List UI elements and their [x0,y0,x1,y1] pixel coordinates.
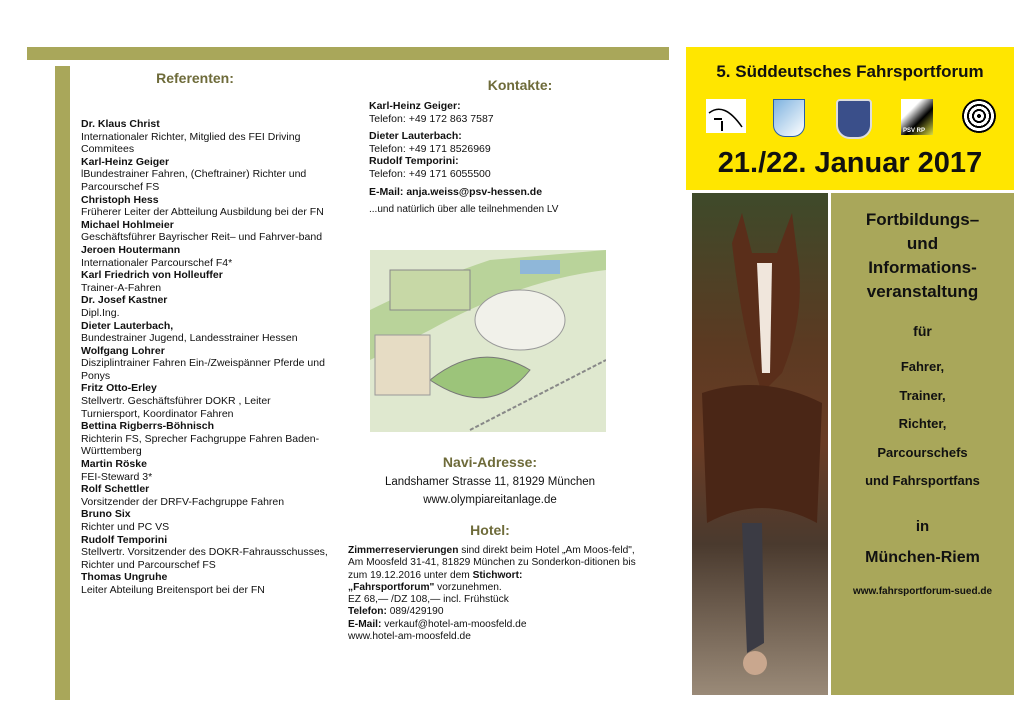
hotel-keyword: „Fahrsportforum" [348,581,435,593]
audience-item: Parcourschefs [877,444,968,460]
event-type-line: Fortbildungs– [865,210,980,229]
contact-phone: Telefon: +49 172 863 7587 [369,112,494,125]
event-type-line: Informations- [868,258,977,277]
referent-role: Stellvertr. Vorsitzender des DOKR-Fahrausschusses, Richter und Parcourschef FS [81,546,328,571]
hotel-heading: Hotel: [470,522,510,538]
contacts-note: ...und natürlich über alle teilnehmenden LV [369,204,559,216]
in-label: in [915,518,930,535]
event-city: München-Riem [865,549,980,566]
venue-map [370,250,606,432]
referent-name: Karl-Heinz Geiger [81,155,170,168]
referent-name: Martin Röske [81,458,147,471]
referent-role: Richterin FS, Sprecher Fachgruppe Fahren Baden-Württemberg [81,432,320,458]
audience-item: Richter, [898,416,947,431]
hotel-info [348,545,648,643]
referent-role: Dipl.Ing. [81,306,120,319]
referent-name: Karl Friedrich von Holleuffer [81,269,223,282]
event-type-line: und [906,234,939,253]
contact-phone: Telefon: +49 171 8526969 [369,142,491,155]
psv-rp-label: PSV RP [903,128,926,134]
referent-name: Thomas Ungruhe [81,571,168,584]
cover-panel [831,193,1014,695]
referent-role: Trainer-A-Fahren [81,281,162,294]
event-type-line: veranstaltung [866,282,979,301]
referent-name: Jeroen Houtermann [81,243,181,256]
horse-photo [692,193,828,695]
hotel-bold: Zimmerreservierungen [348,545,459,556]
hotel-prices: EZ 68,— /DZ 108,— incl. Frühstück [348,594,509,606]
hotel-text: vorzunehmen. [434,581,502,593]
referent-name: Bettina Rigberrs-Böhnisch [81,420,215,433]
hotel-tel-label: Telefon: [348,606,387,618]
horse-head-logo-icon [706,99,746,133]
audience-item: und Fahrsportfans [865,473,980,488]
email-label: E-Mail: [369,185,404,198]
referent-role: Internationaler Parcourschef F4* [81,256,233,269]
referent-role: Geschäftsführer Bayrischer Reit– und Fahrver-band [81,231,323,244]
audience-item: Fahrer, [900,359,945,374]
referent-name: Fritz Otto-Erley [81,382,157,395]
referent-role: Disziplintrainer Fahren Ein-/Zweispänner Pferde und Ponys [81,357,325,382]
round-emblem-logo-icon [962,99,996,133]
top-accent-bar [27,47,669,60]
audience-item: Trainer, [899,387,946,403]
navi-address: Landshamer Strasse 11, 81929 München [384,476,596,488]
referent-role: lBundestrainer Fahren, (Cheftrainer) Richter und Parcourschef FS [81,168,307,193]
referent-name: Christoph Hess [81,193,159,206]
referent-role: Richter und PC VS [81,521,170,533]
referent-name: Michael Hohlmeier [81,218,174,231]
referent-name: Rolf Schettler [81,483,150,496]
audience-list [831,353,1014,496]
map-graphic [370,250,606,432]
referent-role: Früherer Leiter der Abtteilung Ausbildung bei der FN [81,206,324,219]
contact-phone: Telefon: +49 171 6055500 [369,167,491,180]
contact-name: Rudolf Temporini: [369,155,459,168]
referent-role: Internationaler Richter, Mitglied des FEI Driving Commitees [81,130,301,156]
fuer-label: für [913,323,932,339]
referent-name: Dieter Lauterbach, [81,319,174,332]
contact-name: Karl-Heinz Geiger: [369,100,461,112]
referent-role: Bundestrainer Jugend, Landesstrainer Hessen [81,332,298,345]
referent-name: Dr. Klaus Christ [81,118,160,130]
hotel-text: sind direkt beim Hotel „Am Moos-feld", Am Moosfeld 31-41, 81829 München zu Sonderkon-ditionen bis zum 19.12.2016 unter dem [348,545,636,581]
hotel-bold: Stichwort: [472,569,523,581]
contact-name: Dieter Lauterbach: [369,130,462,143]
referent-name: Wolfgang Lohrer [81,344,165,357]
referent-name: Bruno Six [81,508,131,521]
event-date: 21./22. Januar 2017 [717,147,983,179]
referenten-list [81,118,331,597]
referent-role: Leiter Abteilung Breitensport bei der FN [81,583,265,596]
contacts [369,100,629,217]
hotel-tel: 089/429190 [386,606,444,618]
navi-heading: Navi-Adresse: [442,454,538,470]
hotel-mail[interactable]: verkauf@hotel-am-moosfeld.de [381,618,527,630]
referent-role: Vorsitzender der DRFV-Fachgruppe Fahren [81,495,285,508]
event-website[interactable]: www.fahrsportforum-sued.de [852,586,993,597]
hessen-crest-logo-icon [836,99,872,139]
referent-name: Rudolf Temporini [81,533,168,546]
referent-role: Stellvertr. Geschäftsführer DOKR , Leiter Turniersport, Koordinator Fahren [81,395,271,420]
event-type [831,208,1014,304]
psv-rp-logo-icon [901,99,933,135]
event-title: 5. Süddeutsches Fahrsportforum [716,62,984,81]
referent-role: FEI-Steward 3* [81,470,153,483]
referent-name: Dr. Josef Kastner [81,294,168,307]
horse-photo-graphic [692,193,828,695]
kontakte-heading: Kontakte: [487,77,553,93]
navi-web[interactable]: www.olympiareitanlage.de [423,494,557,506]
hotel-mail-label: E-Mail: [348,618,382,630]
referenten-heading: Referenten: [156,70,234,86]
hotel-web[interactable]: www.hotel-am-moosfeld.de [348,631,471,643]
email-link[interactable]: anja.weiss@psv-hessen.de [406,185,543,198]
left-accent-bar [55,66,70,700]
bavarian-crest-logo-icon [773,99,805,137]
cover-header [686,47,1014,190]
